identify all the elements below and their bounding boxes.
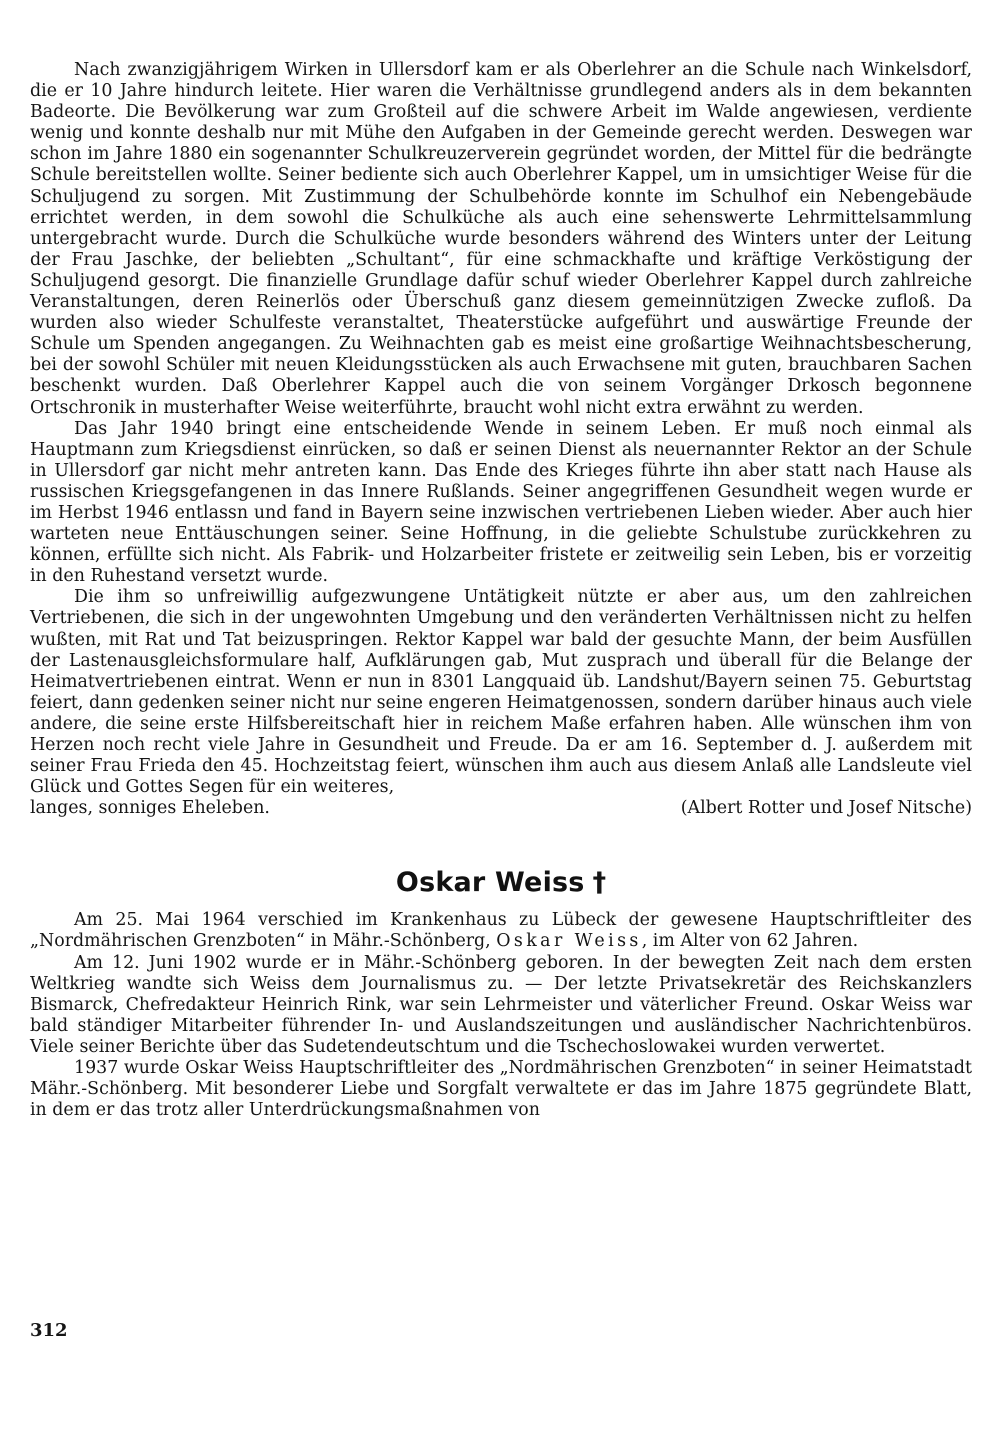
article2-paragraph-2: Am 12. Juni 1902 wurde er in Mähr.-Schönberg geboren. In der bewegten Zeit nach dem ersten Weltkrieg wandte sich Weiss dem Journalismus zu. — Der letzte Privatsekretär des Reichskanzlers Bismarck, Chefredakteur Heinrich Rink, war sein Lehrmeister und väterlicher Freund. Oskar Weiss war bald ständiger Mitarbeiter führender In- und Auslandszeitungen und ausländischer Nachrichtenbüros. Viele seiner Berichte über das Sudetendeutschtum und die Tschechoslowakei wurden verwertet.	[30, 952, 972, 1057]
article1-signature: (Albert Rotter und Josef Nitsche)	[680, 798, 972, 819]
article1-closing-line	[30, 798, 972, 819]
obituary-heading	[30, 867, 972, 902]
obituary-title: Oskar Weiss	[395, 867, 585, 899]
article1-paragraph-1: Nach zwanzigjährigem Wirken in Ullersdorf kam er als Oberlehrer an die Schule nach Winkelsdorf, die er 10 Jahre hindurch leitete. Hier waren die Verhältnisse grundlegend anders als in dem bekannten Badeorte. Die Bevölkerung war zum Großteil auf die schwere Arbeit im Walde angewiesen, verdiente wenig und konnte deshalb nur mit Mühe den Aufgaben in der Gemeinde gerecht werden. Deswegen war schon im Jahre 1880 ein sogenannter Schulkreuzerverein gegründet worden, der Mittel für die bedrängte Schule bereitstellen wollte. Seiner bediente sich auch Oberlehrer Kappel, um in umsichtiger Weise für die Schuljugend zu sorgen. Mit Zustimmung der Schulbehörde konnte im Schulhof ein Nebengebäude errichtet werden, in dem sowohl die Schulküche als auch eine sehenswerte Lehrmittelsammlung untergebracht wurde. Durch die Schulküche wurde besonders während des Winters unter der Leitung der Frau Jaschke, der beliebten „Schultant“, für eine schmackhafte und kräftige Verköstigung der Schuljugend gesorgt. Die finanzielle Grundlage dafür schuf wieder Oberlehrer Kappel durch zahlreiche Veranstaltungen, deren Reinerlös oder Überschuß ganz diesem gemeinnützigen Zwecke zufloß. Da wurden also wieder Schulfeste veranstaltet, Theaterstücke aufgeführt und auswärtige Freunde der Schule um Spenden angegangen. Zu Weihnachten gab es meist eine großartige Weihnachtsbescherung, bei der sowohl Schüler mit neuen Kleidungsstücken als auch Erwachsene mit guten, brauchbaren Sachen beschenkt wurden. Daß Oberlehrer Kappel auch die von seinem Vorgänger Drkosch begonnene Ortschronik in musterhafter Weise weiterführte, braucht wohl nicht extra erwähnt zu werden.	[30, 60, 972, 418]
article1-closing-text: langes, sonniges Eheleben.	[30, 798, 270, 819]
article1-paragraph-3: Die ihm so unfreiwillig aufgezwungene Untätigkeit nützte er aber aus, um den zahlreichen Vertriebenen, die sich in der ungewohnten Umgebung und den veränderten Verhältnissen nicht zu helfen wußten, mit Rat und Tat beizuspringen. Rektor Kappel war bald der gesuchte Mann, der beim Ausfüllen der Lastenausgleichsformulare half, Aufklärungen gab, Mut zusprach und überall für die Belange der Heimatvertriebenen eintrat. Wenn er nun in 8301 Langquaid üb. Landshut/Bayern seinen 75. Geburtstag feiert, dann gedenken seiner nicht nur seine engeren Heimatgenossen, sondern darüber hinaus auch viele andere, die seine erste Hilfsbereitschaft hier in reichem Maße erfahren haben. Alle wünschen ihm von Herzen noch recht viele Jahre in Gesundheit und Freude. Da er am 16. September d. J. außerdem mit seiner Frau Frieda den 45. Hochzeitstag feiert, wünschen ihm auch aus diesem Anlaß alle Landsleute viel Glück und Gottes Segen für ein weiteres,	[30, 587, 972, 798]
article2-paragraph-1-text: Am 25. Mai 1964 verschied im Krankenhaus zu Lübeck der gewesene Hauptschriftleiter des „Nordmährischen Grenzboten“ in Mähr.-Schönberg,	[30, 910, 972, 952]
article2-paragraph-1-end: , im Alter von 62 Jahren.	[641, 931, 859, 952]
page-number: 312	[30, 1320, 68, 1341]
cross-icon: †	[592, 867, 607, 899]
article2-paragraph-3: 1937 wurde Oskar Weiss Hauptschriftleiter des „Nordmährischen Grenzboten“ in seiner Heimatstadt Mähr.-Schönberg. Mit besonderer Liebe und Sorgfalt verwaltete er das im Jahre 1875 gegründete Blatt, in dem er das trotz aller Unterdrückungsmaßnahmen von	[30, 1058, 972, 1121]
article1-paragraph-2: Das Jahr 1940 bringt eine entscheidende Wende in seinem Leben. Er muß noch einmal als Hauptmann zum Kriegsdienst einrücken, so daß er seinen Dienst als neuernannter Rektor an der Schule in Ullersdorf gar nicht mehr antreten kann. Das Ende des Krieges führte ihn aber statt nach Hause als russischen Kriegsgefangenen in das Innere Rußlands. Seiner angegriffenen Gesundheit wegen wurde er im Herbst 1946 entlassn und fand in Bayern seine inzwischen vertriebenen Lieben wieder. Aber auch hier warteten neue Enttäuschungen seiner. Seine Hoffnung, in die geliebte Schulstube zurückkehren zu können, erfüllte sich nicht. Als Fabrik- und Holzarbeiter fristete er zeitweilig sein Leben, bis er vorzeitig in den Ruhestand versetzt wurde.	[30, 418, 972, 587]
article2-paragraph-1	[30, 910, 972, 952]
page-body	[30, 60, 972, 1121]
article2-spaced-name: Oskar Weiss	[496, 931, 642, 952]
